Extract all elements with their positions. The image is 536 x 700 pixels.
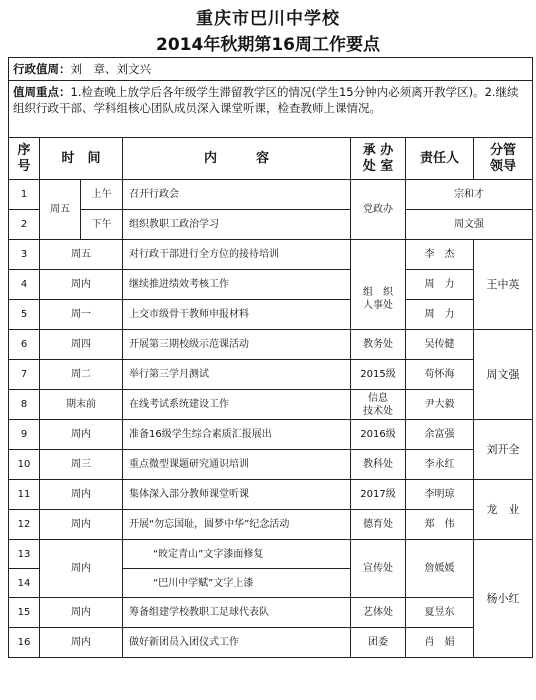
row-dept: 团委	[351, 628, 406, 658]
row-no: 3	[9, 240, 40, 270]
duty-label: 行政值周：	[13, 62, 71, 76]
focus-row	[9, 81, 533, 138]
row-person: 李 杰	[406, 240, 474, 270]
table-row	[9, 300, 533, 330]
row-time: 周内	[40, 598, 123, 628]
row-content: 继续推进绩效考核工作	[123, 270, 351, 300]
row-dept: 信息 技术处	[351, 390, 406, 420]
row-leader: 龙 业	[474, 480, 533, 540]
row-dept: 党政办	[351, 180, 406, 240]
row-no: 6	[9, 330, 40, 360]
table-row	[9, 240, 533, 270]
row-no: 2	[9, 210, 40, 240]
row-no: 1	[9, 180, 40, 210]
work-plan-table	[8, 57, 533, 658]
row-person: 夏昱东	[406, 598, 474, 628]
row-time: 周二	[40, 360, 123, 390]
row-time: 期末前	[40, 390, 123, 420]
row-no: 4	[9, 270, 40, 300]
row-person: 肖 娟	[406, 628, 474, 658]
row-person: 周文强	[406, 210, 533, 240]
table-row	[9, 210, 533, 240]
table-row	[9, 270, 533, 300]
table-row	[9, 510, 533, 540]
table-row	[9, 480, 533, 510]
row-dept: 2017级	[351, 480, 406, 510]
header-dept: 承 办 处 室	[351, 138, 406, 180]
row-time: 周内	[40, 270, 123, 300]
school-title: 重庆市巴川中学校	[196, 9, 340, 29]
row-no: 8	[9, 390, 40, 420]
row-dept: 组 织 人事处	[351, 270, 406, 330]
row-person: 尹大毅	[406, 390, 474, 420]
table-row	[9, 180, 533, 210]
row-person: 周 力	[406, 300, 474, 330]
row-dept: 教科处	[351, 450, 406, 480]
header-row	[9, 138, 533, 180]
row-content: 召开行政会	[123, 180, 351, 210]
row-dept: 2015级	[351, 360, 406, 390]
header-time: 时 间	[40, 138, 123, 180]
row-no: 9	[9, 420, 40, 450]
row-time: 周五	[40, 180, 81, 240]
row-no: 14	[9, 569, 40, 598]
row-leader: 周文强	[474, 330, 533, 420]
row-content: 重点微型课题研究通识培训	[123, 450, 351, 480]
duty-value: 刘 章、刘文兴	[70, 62, 151, 76]
row-content: 开展第三期校级示范课活动	[123, 330, 351, 360]
row-person: 李明琼	[406, 480, 474, 510]
row-person: 苟怀海	[406, 360, 474, 390]
row-time: 周内	[40, 510, 123, 540]
row-content: “晈定青山”文字漆面修复	[123, 540, 351, 569]
table-row	[9, 450, 533, 480]
row-dept-empty	[351, 240, 406, 270]
row-dept: 德育处	[351, 510, 406, 540]
row-content: 在线考试系统建设工作	[123, 390, 351, 420]
row-time: 周三	[40, 450, 123, 480]
header-no: 序 号	[9, 138, 40, 180]
duty-row	[9, 58, 533, 81]
row-content: 筹备组建学校教职工足球代表队	[123, 598, 351, 628]
row-no: 13	[9, 540, 40, 569]
row-no: 5	[9, 300, 40, 330]
row-no: 11	[9, 480, 40, 510]
header-person: 责任人	[406, 138, 474, 180]
row-leader: 王中英	[474, 240, 533, 330]
row-person: 詹媛媛	[406, 540, 474, 598]
row-dept: 教务处	[351, 330, 406, 360]
row-content: 开展“勿忘国耻，圆梦中华”纪念活动	[123, 510, 351, 540]
row-content: 举行第三学月测试	[123, 360, 351, 390]
row-content: 对行政干部进行全方位的接待培训	[123, 240, 351, 270]
row-dept: 艺体处	[351, 598, 406, 628]
row-content: “巴川中学赋”文字上漆	[123, 569, 351, 598]
row-dept: 2016级	[351, 420, 406, 450]
row-no: 7	[9, 360, 40, 390]
row-no: 10	[9, 450, 40, 480]
row-no: 15	[9, 598, 40, 628]
row-time-period: 下午	[81, 210, 123, 240]
row-content: 做好新团员入团仪式工作	[123, 628, 351, 658]
row-time: 周五	[40, 240, 123, 270]
row-person: 周 力	[406, 270, 474, 300]
row-time: 周一	[40, 300, 123, 330]
header-leader: 分管 领导	[474, 138, 533, 180]
row-content: 准备16级学生综合素质汇报展出	[123, 420, 351, 450]
row-time: 周内	[40, 628, 123, 658]
row-content: 集体深入部分教师课堂听课	[123, 480, 351, 510]
row-person: 郑 伟	[406, 510, 474, 540]
row-content: 组织教职工政治学习	[123, 210, 351, 240]
table-row	[9, 360, 533, 390]
row-person: 李永红	[406, 450, 474, 480]
header-content: 内 容	[123, 138, 351, 180]
row-person: 吴传健	[406, 330, 474, 360]
document-subtitle: 2014年秋期第16周工作要点	[156, 35, 380, 55]
table-row	[9, 540, 533, 569]
row-person: 余富强	[406, 420, 474, 450]
row-no: 12	[9, 510, 40, 540]
row-time-period: 上午	[81, 180, 123, 210]
focus-label: 值周重点：	[13, 85, 71, 99]
table-row	[9, 598, 533, 628]
row-time: 周内	[40, 480, 123, 510]
row-dept: 宣传处	[351, 540, 406, 598]
row-time: 周四	[40, 330, 123, 360]
focus-value: 1.检查晚上放学后各年级学生滞留教学区的情况(学生15分钟内必须离开教学区)。2.继续组织行政干部、学科组核心团队成员深入课堂听课，检查教师上课情况。	[13, 85, 519, 115]
row-leader: 刘开全	[474, 420, 533, 480]
table-row	[9, 390, 533, 420]
row-time: 周内	[40, 540, 123, 598]
row-person: 宗和才	[406, 180, 533, 210]
table-row	[9, 420, 533, 450]
table-row	[9, 628, 533, 658]
row-leader: 杨小红	[474, 540, 533, 658]
table-row	[9, 330, 533, 360]
row-time: 周内	[40, 420, 123, 450]
row-content: 上交市级骨干教师申报材料	[123, 300, 351, 330]
row-no: 16	[9, 628, 40, 658]
